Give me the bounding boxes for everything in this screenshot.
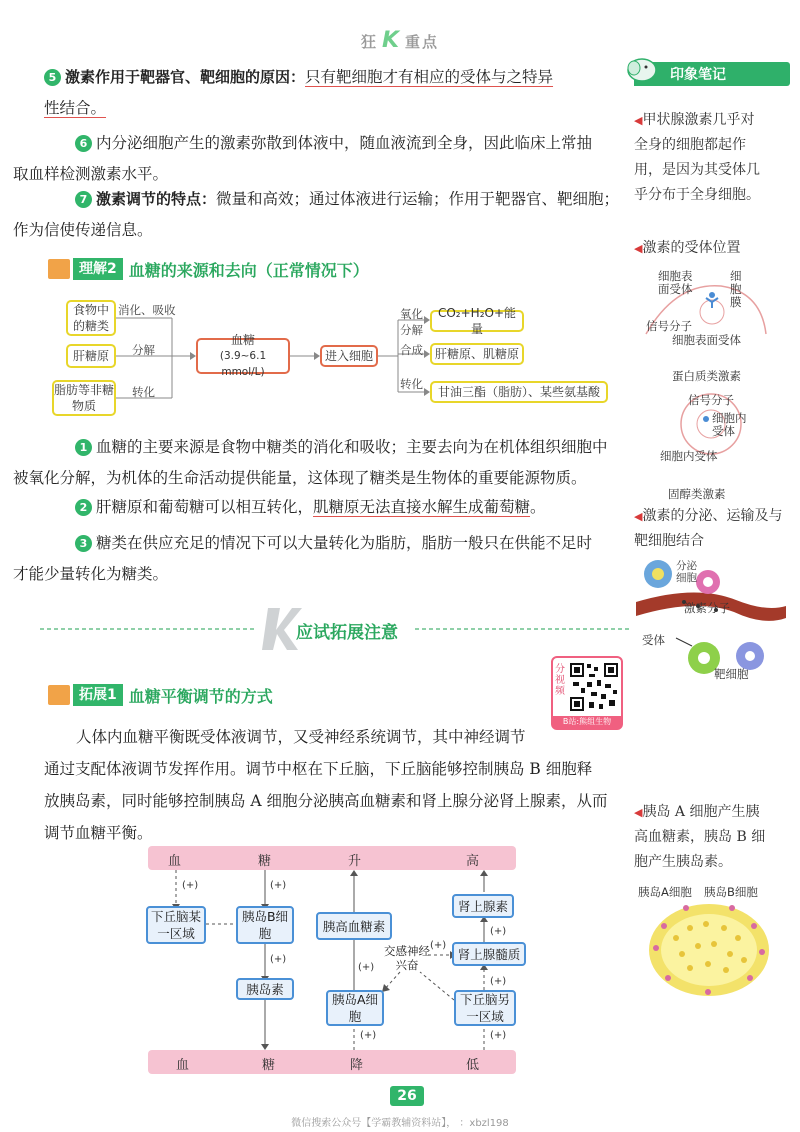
fig1-caption: 蛋白质类激素 — [672, 369, 741, 383]
section-tag: 理解2 — [73, 258, 123, 280]
para-text: 内分泌细胞产生的激素弥散到体液中，随血液流到全身，因此临床上常抽 — [96, 134, 593, 152]
fig1-label-receptor: 细胞表面受体 — [658, 269, 693, 296]
qr-side-text: 分视频 — [555, 664, 565, 697]
insulin-box: 胰岛素 — [236, 978, 294, 1000]
sidebar-note-1 — [634, 108, 766, 208]
fig3-label-target: 靶细胞 — [714, 667, 749, 681]
band-low-char: 低 — [466, 1058, 480, 1073]
hypothalamus-area-box: 下丘脑某一区域 — [146, 906, 206, 944]
expand-line-1: 人体内血糖平衡既受体液调节，又受神经系统调节，其中神经调节 — [76, 728, 526, 746]
sidebar-title: 印象笔记 — [670, 67, 726, 83]
band-low-char: 糖 — [262, 1058, 276, 1073]
triangle-icon: ◀ — [634, 242, 643, 255]
triangle-icon: ◀ — [634, 114, 643, 127]
sidebar-text: 甲状腺激素几乎对全身的细胞都起作用，是因为其受体几乎分布于全身细胞。 — [634, 112, 760, 203]
fig1-label-signal: 信号分子 — [646, 319, 692, 333]
triangle-icon: ◀ — [634, 806, 643, 819]
sidebar-note-3 — [634, 504, 784, 554]
fig1-label-receptor-2: 细胞表面受体 — [672, 333, 741, 347]
sidebar-title-bar — [634, 62, 790, 86]
islet-figure — [646, 898, 772, 998]
page-number: 26 — [390, 1086, 424, 1106]
section-title: 血糖的来源和去向（正常情况下） — [128, 260, 369, 280]
para-text: 只有靶细胞才有相应的受体与之特异 — [305, 68, 554, 86]
blood-sugar-title: 血糖 — [230, 333, 255, 347]
secretion-figure — [636, 554, 786, 684]
qr-caption: B站:熊组生物 — [553, 716, 621, 728]
beta-cell-box: 胰岛B细胞 — [236, 906, 294, 944]
note-text: 糖类在供应充足的情况下可以大量转化为脂肪，脂肪一般只在供能不足时 — [96, 534, 593, 552]
plus-label: (+) — [490, 976, 507, 987]
plus-label: (+) — [270, 954, 287, 965]
fig2-label-receptor: 细胞内受体 — [712, 411, 747, 438]
para-text-2: 性结合。 — [44, 99, 107, 117]
output-energy-box: CO₂+H₂O+能量 — [430, 310, 524, 332]
header-k-logo: K — [381, 28, 402, 53]
number-badge: 6 — [75, 135, 92, 152]
footer-text: 微信搜索公众号【学霸教辅资料站】， ：xbzl198 — [291, 1118, 509, 1129]
para-text-2: 作为信使传递信息。 — [13, 221, 153, 239]
note-text-2: 被氧化分解，为机体的生命活动提供能量，这体现了糖类是生物体的重要能源物质。 — [13, 469, 587, 487]
plus-label: (+) — [490, 1030, 507, 1041]
band-high-char: 高 — [466, 854, 480, 869]
number-badge: 3 — [75, 535, 92, 552]
label-synthesize: 合成 — [400, 343, 423, 357]
note-underlined: 肌糖原无法直接水解生成葡萄糖 — [313, 498, 531, 516]
label-decompose: 分解 — [132, 343, 155, 357]
section-title: 血糖平衡调节的方式 — [128, 686, 273, 706]
note-end: 。 — [530, 498, 546, 516]
band-high-char: 血 — [168, 854, 182, 869]
fig4-label-beta: 胰岛B细胞 — [704, 885, 758, 899]
fig2-caption: 固醇类激素 — [668, 487, 726, 501]
food-sugar-box: 食物中的糖类 — [66, 300, 116, 336]
triangle-icon: ◀ — [634, 510, 643, 523]
receptor-figure — [636, 264, 786, 504]
fig3-label-receptor: 受体 — [642, 633, 665, 647]
plus-label: (+) — [182, 880, 199, 891]
para-text-2: 取血样检测激素水平。 — [13, 165, 169, 183]
sidebar-note-2 — [634, 236, 784, 261]
plus-label: (+) — [270, 880, 287, 891]
para-label: 激素调节的特点： — [96, 190, 217, 208]
section-tag: 拓展1 — [73, 684, 123, 706]
note-text: 血糖的主要来源是食物中糖类的消化和吸收；主要去向为在机体组织细胞中 — [96, 438, 608, 456]
number-badge: 1 — [75, 439, 92, 456]
fig3-label-secretor: 分泌细胞 — [676, 560, 697, 584]
banner-title: 应试拓展注意 — [296, 623, 398, 643]
note-text: 肝糖原和葡萄糖可以相互转化， — [96, 498, 314, 516]
enter-cell-box: 进入细胞 — [320, 345, 378, 367]
plus-label: (+) — [360, 1030, 377, 1041]
fig3-label-hormone: 激素分子 — [684, 601, 730, 615]
para-label: 激素作用于靶器官、靶细胞的原因： — [65, 68, 306, 86]
header-text-2: 重点 — [405, 33, 440, 51]
label-convert: 转化 — [132, 385, 155, 399]
label-oxidize: 氧化 — [400, 307, 423, 321]
fig1-label-membrane: 细胞膜 — [730, 269, 742, 309]
fat-box: 脂肪等非糖物质 — [52, 380, 116, 416]
sidebar-note-4 — [634, 800, 766, 875]
adrenaline-box: 肾上腺素 — [452, 894, 514, 918]
alpha-cell-box: 胰岛A细胞 — [326, 990, 384, 1026]
output-glycogen-box: 肝糖原、肌糖原 — [430, 343, 524, 365]
expand-line-4: 调节血糖平衡。 — [44, 824, 153, 842]
number-badge: 5 — [44, 69, 61, 86]
band-low-char: 降 — [350, 1058, 364, 1073]
output-fat-box: 甘油三酯（脂肪）、某些氨基酸 — [430, 381, 608, 403]
label-convert-2: 转化 — [400, 377, 423, 391]
sidebar-text: 胰岛 A 细胞产生胰高血糖素，胰岛 B 细胞产生胰岛素。 — [634, 804, 766, 870]
liver-glycogen-box: 肝糖原 — [66, 344, 116, 368]
fig4-label-alpha: 胰岛A细胞 — [638, 885, 692, 899]
hypothalamus-other-box: 下丘脑另一区域 — [454, 990, 516, 1026]
plus-label: (+) — [430, 940, 447, 951]
expand-line-3: 放胰岛素，同时能够控制胰岛 A 细胞分泌胰高血糖素和肾上腺分泌肾上腺素，从而 — [44, 792, 608, 810]
adrenal-medulla-box: 肾上腺髓质 — [452, 942, 526, 966]
number-badge: 2 — [75, 499, 92, 516]
band-high-char: 升 — [348, 854, 362, 869]
label-digest: 消化、吸收 — [118, 303, 176, 317]
number-badge: 7 — [75, 191, 92, 208]
sympathetic-label: 交感神经兴奋 — [384, 944, 430, 972]
fig2-label-signal: 信号分子 — [688, 393, 734, 407]
note-text-2: 才能少量转化为糖类。 — [13, 565, 169, 583]
fig2-label-receptor-2: 细胞内受体 — [660, 449, 718, 463]
plus-label: (+) — [490, 926, 507, 937]
expand-line-2: 通过支配体液调节发挥作用。调节中枢在下丘脑，下丘脑能够控制胰岛 B 细胞释 — [44, 760, 593, 778]
label-oxidize-2: 分解 — [400, 323, 423, 337]
elephant-icon — [622, 52, 662, 84]
glucagon-box: 胰高血糖素 — [316, 912, 392, 940]
sidebar-text: 激素的分泌、运输及与靶细胞结合 — [634, 508, 783, 549]
band-low-char: 血 — [176, 1058, 190, 1073]
blood-sugar-range: (3.9~6.1 mmol/L) — [219, 350, 267, 378]
sidebar-text: 激素的受体位置 — [642, 240, 741, 256]
para-text: 微量和高效；通过体液进行运输；作用于靶器官、靶细胞； — [216, 190, 620, 208]
band-high-char: 糖 — [258, 854, 272, 869]
header-text: 狂 — [360, 33, 378, 51]
plus-label: (+) — [358, 962, 375, 973]
